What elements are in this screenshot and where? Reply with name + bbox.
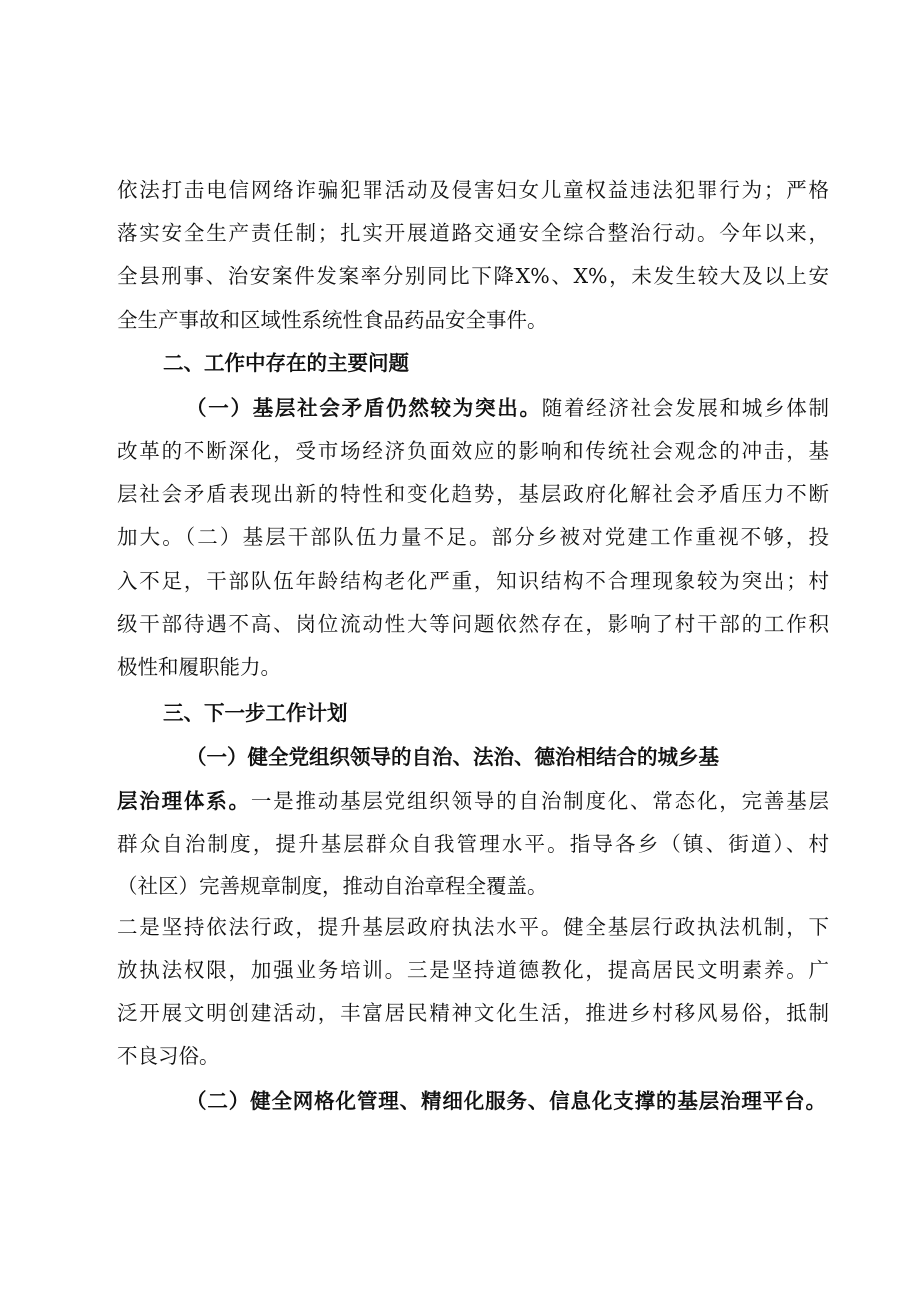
para4-line3: 泛开展文明创建活动，丰富居民精神文化生活，推进乡村移风易俗，抵制 <box>117 1001 829 1025</box>
para3-line4: （社区）完善规章制度，推动自治章程全覆盖。 <box>117 874 548 898</box>
para1-line3: 全县刑事、治安案件发案率分别同比下降X%、X%，未发生较大及以上安 <box>117 264 829 288</box>
para3-line2-rest: 一是推动基层党组织领导的自治制度化、常态化，完善基层 <box>250 789 830 813</box>
para2-line5: 入不足，干部队伍年龄结构老化严重，知识结构不合理现象较为突出；村 <box>117 569 829 593</box>
para3-lead-line1: （一）健全党组织领导的自治、法治、德治相结合的城乡基 <box>186 745 719 769</box>
para3-lead-line2: 层治理体系。 <box>117 789 251 813</box>
section-heading-2: 二、工作中存在的主要问题 <box>163 351 409 375</box>
para1-line1: 依法打击电信网络诈骗犯罪活动及侵害妇女儿童权益违法犯罪行为；严格 <box>117 178 829 202</box>
para1-line4: 全生产事故和区域性系统性食品药品安全事件。 <box>117 308 548 332</box>
para2-line1-rest: 随着经济社会发展和城乡体制 <box>541 396 830 420</box>
para2-line6: 级干部待遇不高、岗位流动性大等问题依然存在，影响了村干部的工作积 <box>117 612 829 636</box>
para3-line3: 群众自治制度，提升基层群众自我管理水平。指导各乡（镇、街道）、村 <box>117 832 829 856</box>
para4-line4: 不良习俗。 <box>117 1044 220 1068</box>
para2-line3: 层社会矛盾表现出新的特性和变化趋势，基层政府化解社会矛盾压力不断 <box>117 482 829 506</box>
para4-line1: 二是坚持依法行政，提升基层政府执法水平。健全基层行政执法机制，下 <box>117 915 829 939</box>
para1-line2: 落实安全生产责任制；扎实开展道路交通安全综合整治行动。今年以来， <box>117 221 829 245</box>
para2-line1 <box>186 393 829 423</box>
para3-line2 <box>117 786 829 816</box>
para5-lead-heading: （二）健全网格化管理、精细化服务、信息化支撑的基层治理平台。 <box>186 1089 826 1113</box>
para2-line7: 极性和履职能力。 <box>117 655 281 679</box>
para2-line4: 加大。（二）基层干部队伍力量不足。部分乡被对党建工作重视不够，投 <box>117 525 829 549</box>
para2-line2: 改革的不断深化，受市场经济负面效应的影响和传统社会观念的冲击，基 <box>117 439 829 463</box>
para2-lead-heading: （一）基层社会矛盾仍然较为突出。 <box>186 396 542 420</box>
section-heading-3: 三、下一步工作计划 <box>163 701 348 725</box>
para4-line2: 放执法权限，加强业务培训。三是坚持道德教化，提高居民文明素养。广 <box>117 958 829 982</box>
